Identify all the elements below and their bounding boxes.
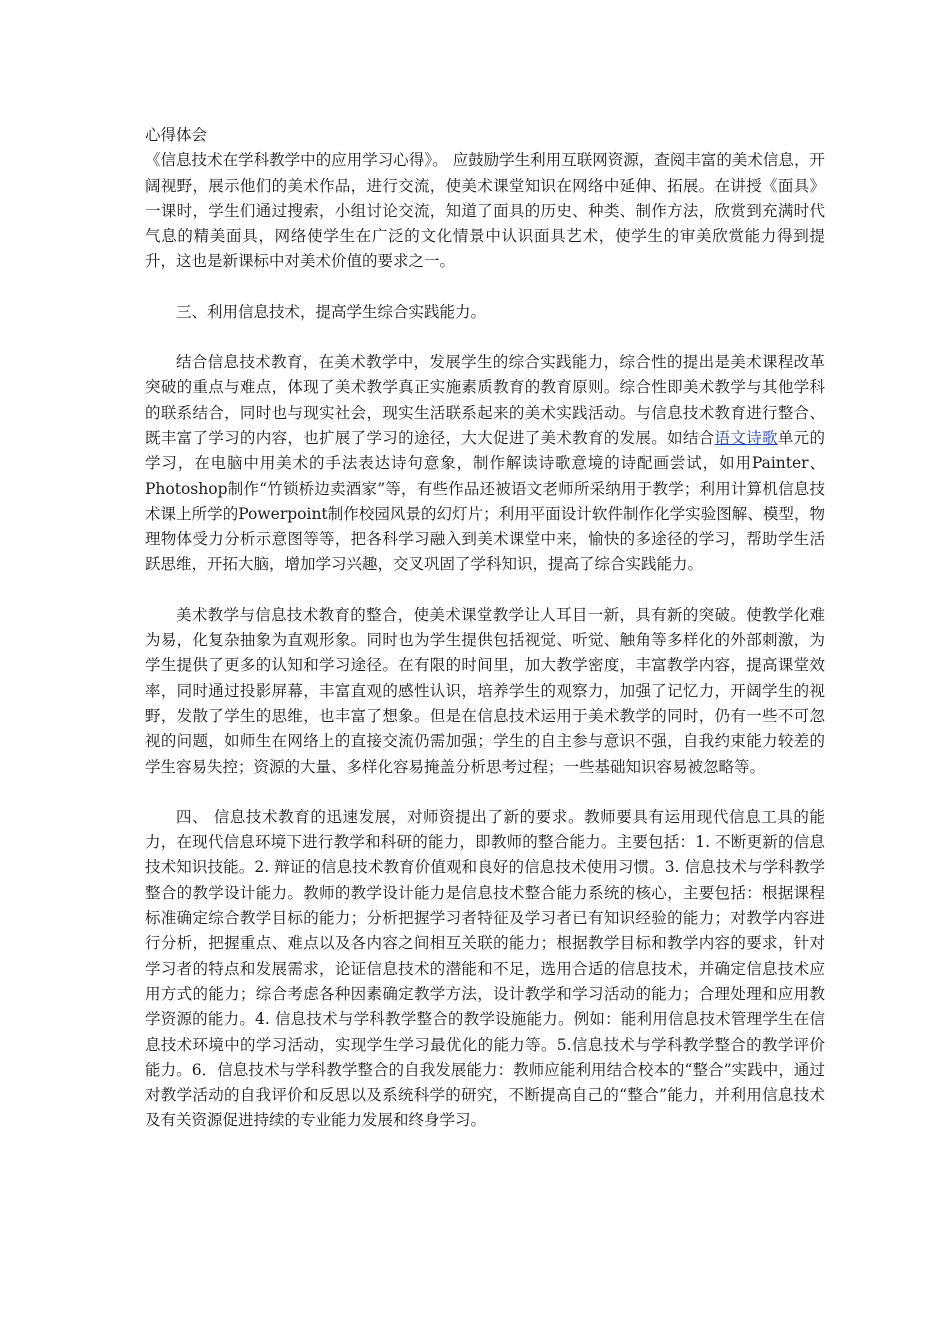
poetry-link[interactable]: 语文诗歌 (714, 428, 778, 447)
integration-paragraph (145, 350, 825, 578)
benefits-paragraph: 美术教学与信息技术教育的整合，使美术课堂教学让人耳目一新，具有新的突破。使教学化难为易，化复杂抽象为直观形象。同时也为学生提供包括视觉、听觉、触角等多样化的外部刺激，为学生提供了更多的认知和学习途径。在有限的时间里，加大教学密度，丰富教学内容，提高课堂效率，同时通过投影屏幕，丰富直观的感性认识，培养学生的观察力，加强了记忆力，开阔学生的视野，发散了学生的思维，也丰富了想象。但是在信息技术运用于美术教学的同时，仍有一些不可忽视的问题，如师生在网络上的直接交流仍需加强；学生的自主参与意识不强，自我约束能力较差的学生容易失控；资源的大量、多样化容易掩盖分析思考过程；一些基础知识容易被忽略等。 (145, 605, 825, 776)
intro-paragraph: 《信息技术在学科教学中的应用学习心得》。 应鼓励学生利用互联网资源，查阅丰富的美术信息，开阔视野，展示他们的美术作品，进行交流，使美术课堂知识在网络中延伸、拓展。在讲授《面具》一课时，学生们通过搜索，小组讨论交流，知道了面具的历史、种类、制作方法，欣赏到充满时代气息的精美面具，网络使学生在广泛的文化情景中认识面具艺术，使学生的审美欣赏能力得到提升，这也是新课标中对美术价值的要求之一。 (145, 151, 825, 271)
document-heading: 心得体会 (145, 126, 208, 144)
paragraph-spacer (145, 275, 825, 300)
teacher-requirements-paragraph: 四、 信息技术教育的迅速发展，对师资提出了新的要求。教师要具有运用现代信息工具的能力，在现代信息环境下进行教学和科研的能力，即教师的整合能力。主要包括：1. 不断更新的信息技术知识技能。2. 辩证的信息技术教育价值观和良好的信息技术使用习惯。3. 信息技术与学科教学整合的教学设计能力。教师的教学设计能力是信息技术整合能力系统的核心，主要包括：根据课程标准确定综合教学目标的能力；分析把握学习者特征及学习者已有知识经验的能力；对教学内容进行分析，把握重点、难点以及各内容之间相互关联的能力；根据教学目标和教学内容的要求，针对学习者的特点和发展需求，论证信息技术的潜能和不足，选用合适的信息技术，并确定信息技术应用方式的能力；综合考虑各种因素确定教学方法，设计教学和学习活动的能力；合理处理和应用教学资源的能力。4. 信息技术与学科教学整合的教学设施能力。例如：能利用信息技术管理学生在信息技术环境中的学习活动，实现学生学习最优化的能力等。5.信息技术与学科教学整合的教学评价能力。6．信息技术与学科教学整合的自我发展能力：教师应能利用结合校本的“整合”实践中，通过对教学活动的自我评价和反思以及系统科学的研究，不断提高自己的“整合”能力，并利用信息技术及有关资源促进持续的专业能力发展和终身学习。 (145, 807, 825, 1130)
integration-text-end: 单元的学习，在电脑中用美术的手法表达诗句意象，制作解读诗歌意境的诗配画尝试，如用Painter、Photoshop制作“竹锁桥边卖酒家”等，有些作品还被语文老师所采纳用于教学；利用计算机信息技术课上所学的Powerpoint制作校园风景的幻灯片；利用平面设计软件制作化学实验图解、模型，物理物体受力分析示意图等等，把各科学习融入到美术课堂中来，愉快的多途径的学习，帮助学生活跃思维，开拓大脑，增加学习兴趣，交叉巩固了学科知识，提高了综合实践能力。 (145, 428, 825, 574)
paragraph-spacer (145, 578, 825, 603)
paragraph-spacer (145, 325, 825, 350)
document-body (145, 123, 825, 1134)
paragraph-spacer (145, 780, 825, 805)
section-three-title: 三、利用信息技术，提高学生综合实践能力。 (176, 302, 487, 321)
integration-text-start: 结合信息技术教育，在美术教学中，发展学生的综合实践能力，综合性的提出是美术课程改革突破的重点与难点，体现了美术教学真正实施素质教育的教育原则。综合性即美术教学与其他学科的联系结合，同时也与现实社会，现实生活联系起来的美术实践活动。与信息技术教育进行整合、既丰富了学习的内容，也扩展了学习的途径，大大促进了美术教育的发展。如结合 (145, 353, 825, 447)
